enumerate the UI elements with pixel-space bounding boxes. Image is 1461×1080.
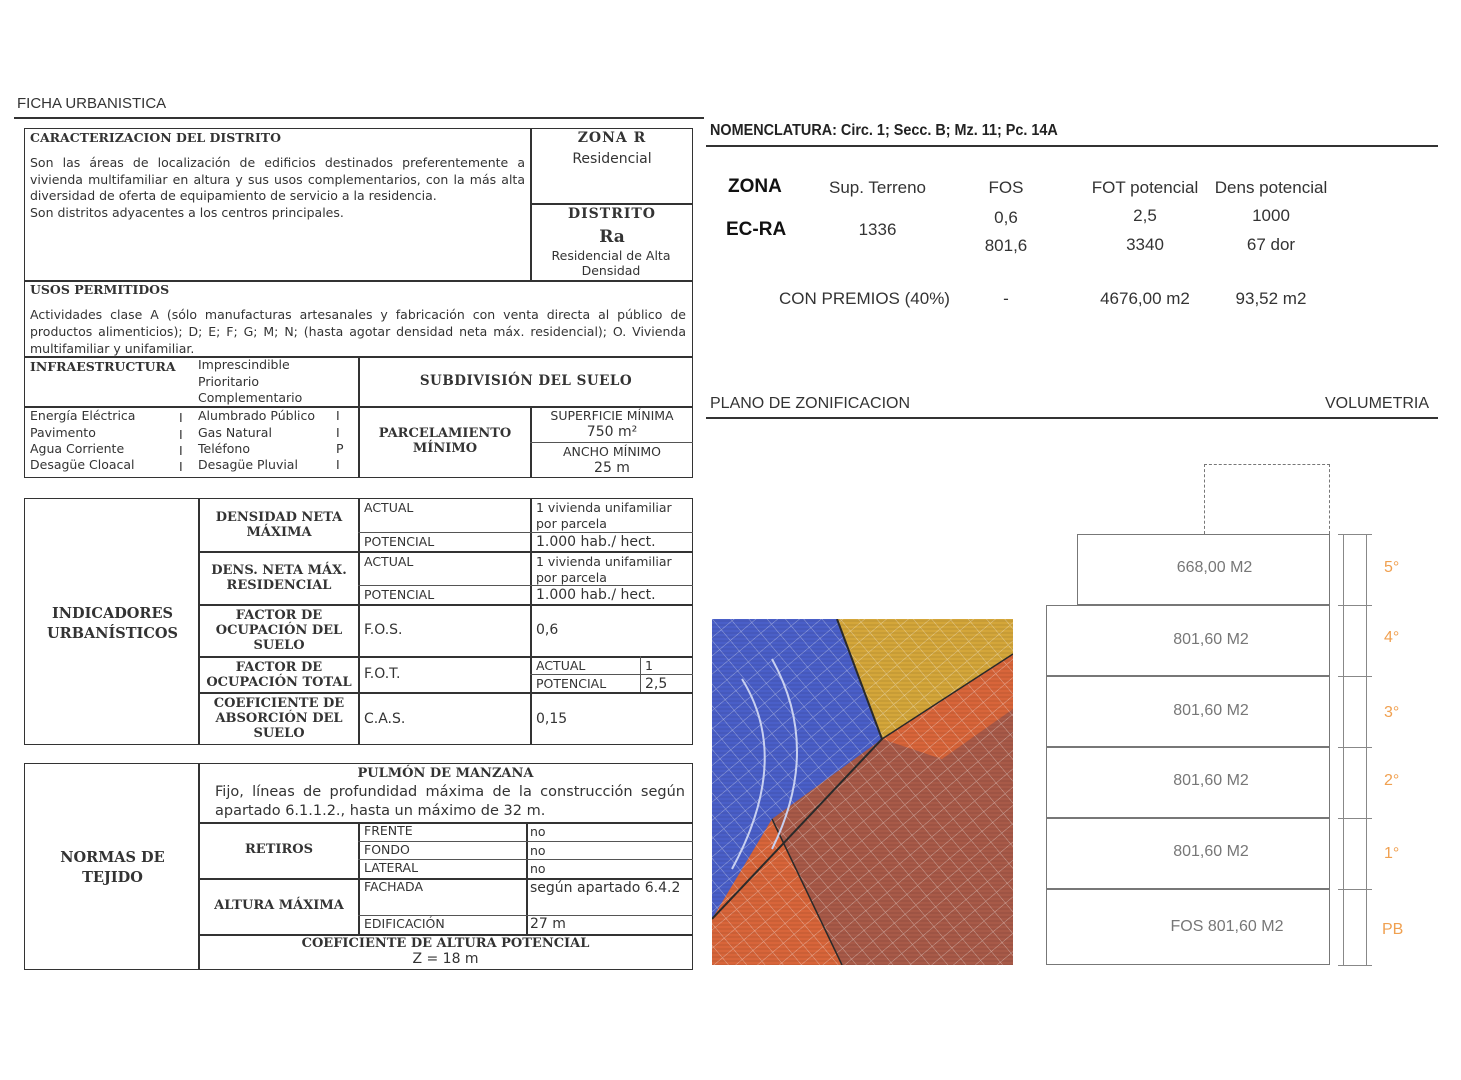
fos-code: F.O.S.: [364, 622, 403, 638]
fot-label: FACTOR DE OCUPACIÓN TOTAL: [206, 660, 352, 690]
sup-terreno-label: Sup. Terreno: [828, 178, 927, 197]
infra-title: INFRAESTRUCTURA: [30, 359, 176, 374]
infra-item: Gas Natural: [198, 425, 272, 440]
infra-item: Desagüe Pluvial: [198, 457, 298, 472]
infra-item: Desagüe Cloacal: [30, 457, 135, 472]
caracterizacion-title: CARACTERIZACION DEL DISTRITO: [30, 130, 281, 145]
resumen-zona-code: EC-RA: [726, 219, 787, 240]
edificacion-value: 27 m: [530, 916, 566, 932]
usos-title: USOS PERMITIDOS: [30, 282, 170, 297]
fos-label: FACTOR DE OCUPACIÓN DEL SUELO: [215, 608, 343, 653]
infra-legend-2: Prioritario: [198, 374, 260, 389]
actual-value: 1 vivienda unifamiliar por parcela: [536, 554, 672, 585]
usos-text: Actividades clase A (sólo manufacturas artesanales y fabricación con venta directa al público de productos alimenticios); D; E; F; G; M; N; (hasta agotar densidad neta máx. residencial); O. Vivienda multifamiliar y unifamiliar.: [30, 307, 686, 356]
fot-header: FOT potencial: [1091, 178, 1199, 197]
lateral-value: no: [530, 861, 546, 876]
infra-item: Energía Eléctrica: [30, 408, 136, 423]
nomenclatura-rule: [706, 145, 1438, 147]
floor-label: 2°: [1384, 772, 1400, 789]
parcelamiento-label: PARCELAMIENTO MÍNIMO: [378, 426, 512, 456]
infra-code: I: [336, 457, 340, 472]
lateral-label: LATERAL: [364, 860, 419, 875]
fot-code: F.O.T.: [364, 666, 401, 682]
premios-fos: -: [1003, 289, 1009, 308]
potencial-value: 1.000 hab./ hect.: [536, 587, 656, 603]
fot-value-1: 2,5: [1133, 206, 1157, 225]
cas-label: COEFICIENTE DE ABSORCIÓN DEL SUELO: [213, 696, 345, 741]
resumen-zona-label: ZONA: [728, 176, 782, 197]
fachada-value: según apartado 6.4.2: [530, 880, 681, 896]
title-rule: [14, 117, 704, 119]
floor-area: 801,60 M2: [1173, 702, 1249, 719]
fot-potencial-label: POTENCIAL: [536, 676, 607, 691]
potencial-value: 1.000 hab./ hect.: [536, 534, 656, 550]
nomenclatura: NOMENCLATURA: Circ. 1; Secc. B; Mz. 11; Pc. 14A: [710, 122, 1058, 139]
fos-value: 0,6: [536, 622, 559, 638]
floor-label: 1°: [1384, 845, 1400, 862]
distrito-label: DISTRITO: [567, 206, 656, 222]
actual-value: 1 vivienda unifamiliar por parcela: [536, 500, 672, 531]
premios-fot: 4676,00 m2: [1100, 289, 1190, 308]
floor-area: 801,60 M2: [1173, 843, 1249, 860]
zona-label: ZONA R: [577, 130, 647, 146]
fot-actual-value: 1: [645, 658, 653, 673]
zona-name: Residencial: [572, 151, 652, 167]
coef-value: Z = 18 m: [412, 951, 479, 967]
frente-label: FRENTE: [364, 823, 413, 838]
infra-code: P: [336, 441, 344, 456]
normas-title: NORMAS DE TEJIDO: [60, 849, 165, 886]
indicadores-title: INDICADORES URBANÍSTICOS: [47, 605, 178, 642]
pulmon-text: Fijo, líneas de profundidad máxima de la construcción según apartado 6.1.1.2., hasta un máximo de 32 m.: [215, 784, 685, 819]
fot-value-2: 3340: [1126, 235, 1164, 254]
infra-item: Teléfono: [198, 441, 250, 456]
cas-code: C.A.S.: [364, 711, 406, 727]
infra-item: Agua Corriente: [30, 441, 125, 456]
premios-dens: 93,52 m2: [1235, 289, 1307, 308]
dens-value-2: 67 dor: [1246, 235, 1296, 254]
zoning-map: [712, 619, 1013, 965]
distrito-code: Ra: [599, 227, 625, 247]
dens-residencial-label: DENS. NETA MÁX. RESIDENCIAL: [211, 563, 347, 593]
infra-item: Alumbrado Público: [198, 408, 316, 423]
fos-value-1: 0,6: [994, 208, 1018, 227]
densidad-neta-label: DENSIDAD NETA MÁXIMA: [215, 510, 343, 540]
volumetria-title: VOLUMETRIA: [1325, 395, 1430, 412]
infra-code: I: [179, 427, 183, 442]
infra-code: I: [336, 425, 340, 440]
subdivision-title: SUBDIVISIÓN DEL SUELO: [419, 373, 633, 389]
sup-terreno-value: 1336: [858, 220, 897, 239]
floor-label: 5°: [1384, 559, 1400, 576]
fondo-value: no: [530, 843, 546, 858]
floor-label: 3°: [1384, 704, 1400, 721]
cas-value: 0,15: [536, 711, 568, 727]
floor-label: PB: [1382, 921, 1404, 938]
sup-minima-value: 750 m²: [586, 424, 638, 440]
height-dimension-line: [1343, 534, 1344, 966]
dens-value-1: 1000: [1252, 206, 1290, 225]
coef-title: COEFICIENTE DE ALTURA POTENCIAL: [301, 936, 590, 951]
infra-code: I: [179, 410, 183, 425]
floor-area: 668,00 M2: [1176, 559, 1253, 576]
floor-area: 801,60 M2: [1173, 772, 1249, 789]
infra-legend-3: Complementario: [198, 390, 303, 405]
plano-title: PLANO DE ZONIFICACION: [710, 395, 911, 412]
potencial-label: POTENCIAL: [364, 534, 435, 549]
fot-actual-label: ACTUAL: [536, 658, 586, 673]
floor-area: FOS 801,60 M2: [1170, 918, 1284, 935]
sup-minima-label: SUPERFICIE MÍNIMA: [550, 408, 674, 423]
ancho-minimo-value: 25 m: [594, 460, 630, 476]
height-dimension-line: [1366, 534, 1367, 966]
infra-legend-1: Imprescindible: [198, 357, 290, 372]
edificacion-label: EDIFICACIÓN: [364, 916, 445, 931]
infra-code: I: [179, 443, 183, 458]
fos-header: FOS: [988, 178, 1024, 197]
frente-value: no: [530, 824, 546, 839]
fachada-label: FACHADA: [364, 879, 424, 894]
retiros-label: RETIROS: [245, 842, 313, 857]
caracterizacion-text: Son las áreas de localización de edificios destinados preferentemente a vivienda multifamiliar en altura y sus usos complementarios, con la más alta diversidad de oferta de equipamiento de servicio a la residencia.: [30, 155, 525, 203]
potencial-label: POTENCIAL: [364, 587, 435, 602]
floor-label: 4°: [1384, 629, 1400, 646]
caracterizacion-text2: Son distritos adyacentes a los centros principales.: [30, 205, 344, 220]
fot-potencial-value: 2,5: [645, 676, 668, 692]
fondo-label: FONDO: [364, 842, 410, 857]
actual-label: ACTUAL: [364, 554, 414, 569]
infra-item: Pavimento: [30, 425, 96, 440]
infra-code: I: [336, 408, 340, 423]
dens-header: Dens potencial: [1214, 178, 1328, 197]
distrito-name: Residencial de Alta Densidad: [551, 248, 671, 278]
premios-label: CON PREMIOS (40%): [779, 289, 950, 308]
pulmon-title: PULMÓN DE MANZANA: [357, 766, 534, 781]
plano-rule: [706, 417, 1438, 419]
ancho-minimo-label: ANCHO MÍNIMO: [563, 444, 661, 459]
actual-label: ACTUAL: [364, 500, 414, 515]
altura-label: ALTURA MÁXIMA: [214, 898, 344, 913]
roof-volume: [1204, 464, 1330, 534]
floor-area: 801,60 M2: [1173, 631, 1249, 648]
fos-value-2: 801,6: [984, 236, 1028, 255]
infra-code: I: [179, 459, 183, 474]
page-title: FICHA URBANISTICA: [17, 95, 167, 112]
